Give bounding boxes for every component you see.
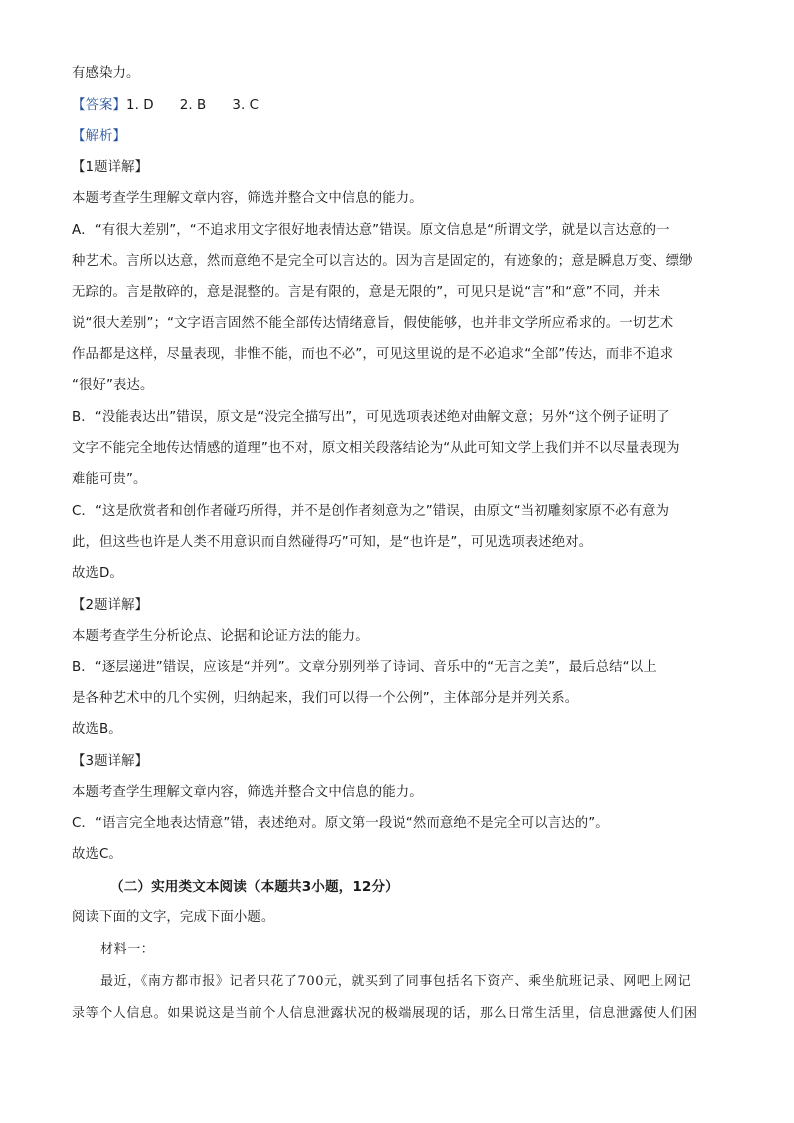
q1-choice: 故选D。 — [72, 566, 123, 581]
q3-choice: 故选C。 — [72, 847, 122, 862]
q1-a-line: A．“有很大差别”，“不追求用文字很好地表情达意”错误。原文信息是“所谓文学，就是以言达意的一 — [72, 223, 670, 238]
answer-2: 2. B — [179, 98, 207, 113]
section-title: （二）实用类文本阅读（本题共3小题，12分） — [110, 879, 399, 895]
q1-b-line: B．“没能表达出”错误，原文是“没完全描写出”，可见选项表述绝对曲解文意；另外“这个例子证明了 — [72, 410, 670, 425]
q1-a-line: 无踪的。言是散碎的，意是混整的。言是有限的，意是无限的”，可见只是说“言”和“意”不同，并未 — [72, 285, 661, 300]
answer-line — [72, 96, 722, 116]
instruction: 阅读下面的文字，完成下面小题。 — [72, 910, 275, 925]
text-line: 有感染力。 — [72, 66, 140, 81]
material-line: 最近，《南方都市报》记者只花了700元，就买到了同事包括名下资产、乘坐航班记录、网吧上网记 — [100, 974, 692, 989]
q2-intro: 本题考查学生分析论点、论据和论证方法的能力。 — [72, 629, 369, 644]
q2-b-line: 是各种艺术中的几个实例，归纳起来，我们可以得一个公例”，主体部分是并列关系。 — [72, 691, 579, 706]
material-label: 材料一： — [100, 942, 155, 957]
q1-intro: 本题考查学生理解文章内容，筛选并整合文中信息的能力。 — [72, 191, 423, 206]
q1-a-line: “很好”表达。 — [72, 378, 154, 393]
q2-b-line: B．“逐层递进”错误，应该是“并列”。文章分别列举了诗词、音乐中的“无言之美”，最后总结“以上 — [72, 660, 657, 675]
q1-a-line: 说“很大差别”；“文字语言固然不能全部传达情绪意旨，假使能够，也并非文学所应希求的。一切艺术 — [72, 316, 674, 331]
q3-c-line: C．“语言完全地表达情意”错，表述绝对。原文第一段说“然而意绝不是完全可以言达的”。 — [72, 816, 609, 831]
q1-b-line: 文字不能完全地传达情感的道理”也不对，原文相关段落结论为“从此可知文学上我们并不以尽量表现为 — [72, 441, 680, 456]
q1-a-line: 作品都是这样，尽量表现，非惟不能，而也不必”，可见这里说的是不必追求“全部”传达，而非不追求 — [72, 347, 674, 362]
q2-heading: 【2题详解】 — [72, 598, 149, 613]
q1-heading: 【1题详解】 — [72, 160, 149, 175]
q2-choice: 故选B。 — [72, 722, 122, 737]
q1-c-line: 此，但这些也许是人类不用意识而自然碰得巧”可知，是“也许是”，可见选项表述绝对。 — [72, 535, 593, 550]
analysis-label: 【解析】 — [72, 129, 126, 144]
answer-3: 3. C — [232, 98, 260, 113]
material-line: 录等个人信息。如果说这是当前个人信息泄露状况的极端展现的话，那么日常生活里，信息泄露使人们困 — [72, 1006, 698, 1021]
answer-1: 1. D — [125, 98, 154, 113]
answer-label: 【答案】 — [72, 98, 126, 113]
q3-intro: 本题考查学生理解文章内容，筛选并整合文中信息的能力。 — [72, 785, 423, 800]
q3-heading: 【3题详解】 — [72, 754, 149, 769]
q1-c-line: C．“这是欣赏者和创作者碰巧所得，并不是创作者刻意为之”错误，由原文“当初雕刻家原不必有意为 — [72, 504, 670, 519]
q1-a-line: 种艺术。言所以达意，然而意绝不是完全可以言达的。因为言是固定的，有迹象的；意是瞬息万变、缥缈 — [72, 254, 693, 269]
q1-b-line: 难能可贵”。 — [72, 472, 147, 487]
